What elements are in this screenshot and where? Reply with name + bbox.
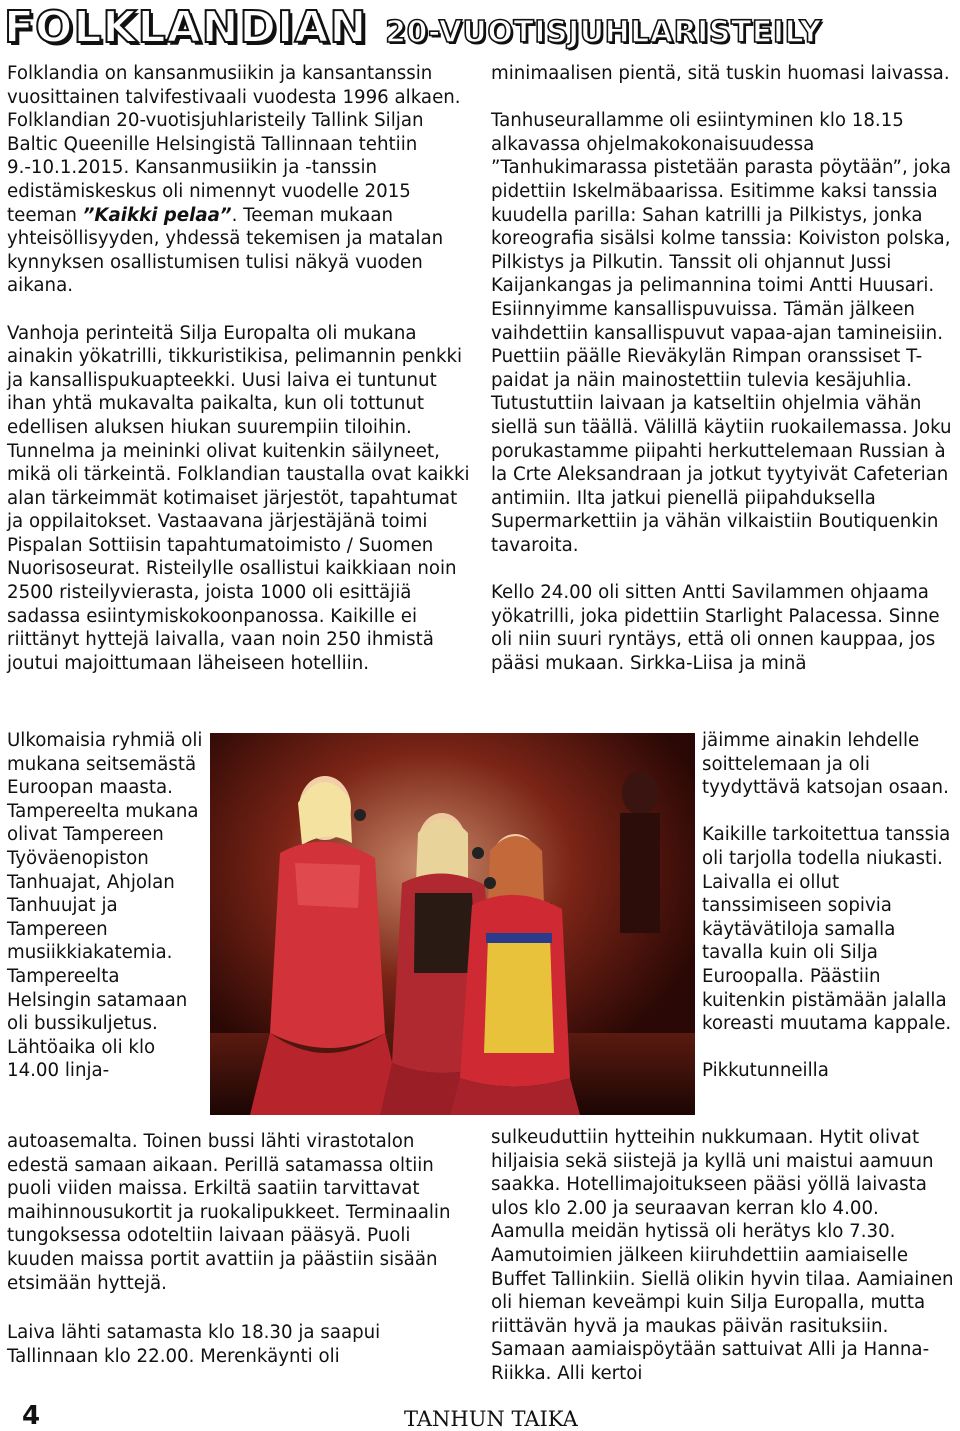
paragraph-watching: jäimme ainakin lehdelle soittelemaan ja oli tyydyttävä katsojan osaan.	[702, 730, 949, 799]
article-right-narrow	[702, 729, 958, 1083]
page-title	[4, 2, 956, 54]
paragraph-sea: minimaalisen pientä, sitä tuskin huomasi laivassa.	[491, 63, 950, 84]
singers-image	[210, 733, 695, 1115]
article-right-top	[491, 62, 957, 675]
intro-text-b: . Teeman mukaan yhteisöllisyyden, yhdessä tekemisen ja matalan kynnyksen osallistumisen tulisi näkyä vuoden aikana.	[7, 204, 444, 297]
intro-text-a: Folklandia on kansanmusiikin ja kansantanssin vuosittainen talvifestivaali vuodesta 1996 alkaen. Folklandian 20-vuotisjuhlaristeily Tallink Siljan Baltic Queenille Helsingistä Tallinnaan tehtiin 9.-10.1.2015. Kansanmusiikin ja -tanssin edistämiskeskus oli nimennyt vuodelle 2015 teeman	[7, 63, 461, 226]
page-number: 4	[22, 1401, 41, 1431]
paragraph-intro	[7, 62, 473, 298]
theme-emphasis: ”Kaikki pelaa”	[82, 204, 232, 226]
title-sub: 20-VUOTISJUHLARISTEILY	[385, 15, 822, 50]
article-left-end: Laiva lähti satamasta klo 18.30 ja saapui Tallinnaan klo 22.00. Merenkäynti oli	[7, 1322, 381, 1367]
paragraph-traditions: Vanhoja perinteitä Silja Europalta oli mukana ainakin yökatrilli, tikkuristikisa, pelimannin penkki ja kansallispukuapteekki. Uusi laiva ei tuntunut ihan yhtä mukavalta paikalta, kun oli tottunut edellisen aluksen hiukan suurempiin tiloihin. Tunnelma ja meininki olivat kuitenkin säilyneet, mikä oli tärkeintä. Folklandian taustalla ovat kaikki alan tärkeimmät kotimaiset järjestöt, tapahtumat ja oppilaitokset. Vastaavana järjestäjänä toimi Pispalan Sottiisin tapahtumatoimisto / Suomen Nuorisoseurat. Risteilylle osallistui kaikkiaan noin 2500 risteilyvierasta, joista 1000 oli esittäjiä sadassa esiintymiskokoonpanossa. Kaikille ei riittänyt hyttejä laivalla, vaan noin 250 ihmistä joutui majoittumaan läheiseen hotelliin.	[7, 322, 470, 674]
article-right-bottom: sulkeuduttiin hytteihin nukkumaan. Hytit olivat hiljaisia sekä siistejä ja kyllä uni maistui aamuun saakka. Hotellimajoitukseen pääsi yöllä laivasta ulos klo 2.00 ja seuraavan kerran klo 4.00. Aamulla meidän hytissä oli herätys klo 7.30. Aamutoimien jälkeen kiiruhdettiin aamiaiselle Buffet Tallinkiin. Siellä olikin hyvin tilaa. Aamiainen oli hieman keveämpi kuin Silja Europalla, mutta riittävän hyvä ja maukas päivän rasituksiin. Samaan aamiaispöytään sattuivat Alli ja Hanna-Riikka. Alli kertoi	[491, 1127, 954, 1384]
title-main: FOLKLANDIAN	[4, 2, 368, 53]
article-left-top	[7, 62, 473, 675]
article-left-narrow: Ulkomaisia ryhmiä oli mukana seitsemästä Euroopan maasta. Tampereelta mukana olivat Tampereen Työväenopiston Tanhuajat, Ahjolan Tanhuujat ja Tampereen musiikkiakatemia. Tampereelta Helsingin satamaan oli bussikuljetus. Lähtöaika oli klo 14.00 linja-	[7, 730, 203, 1082]
magazine-name: TANHUN TAIKA	[404, 1407, 578, 1431]
paragraph-night-quadrille: Kello 24.00 oli sitten Antti Savilammen ohjaama yökatrilli, joka pidettiin Starlight Palacessa. Sinne oli niin suuri ryntäys, että oli onnen kauppaa, jos pääsi mukaan. Sirkka-Liisa ja minä	[491, 582, 940, 674]
article-left-bottom: autoasemalta. Toinen bussi lähti virastotalon edestä samaan aikaan. Perillä satamassa oltiin puoli viiden maissa. Erkiltä saatiin tarvittavat maihinnousukortit ja ruokalipukkeet. Terminaalin tungoksessa odoteltiin laivaan pääsyä. Puoli kuuden maissa portit avattiin ja päästiin sisään etsimään hyttejä.	[7, 1131, 451, 1294]
paragraph-performance: Tanhuseurallamme oli esiintyminen klo 18.15 alkavassa ohjelmakokonaisuudessa ”Tanhukimarassa pistetään parasta pöytään”, joka pidettiin Iskelmäbaarissa. Esitimme kaksi tanssia kuudella parilla: Sahan katrilli ja Pilkistys, jonka koreografia sisälsi kolme tanssia: Koiviston polska, Pilkistys ja Pilkutin. Tanssit oli ohjannut Jussi Kaijankangas ja pelimannina toimi Antti Huusari. Esiinnyimme kansallispuvuissa. Tämän jälkeen vaihdettiin kansallispuvut vapaa-ajan tamineisiin. Puettiin päälle Rieväkylän Rimpan oranssiset T-paidat ja näin mainostettiin tulevia kesäjuhlia. Tutustuttiin laivaan ja katseltiin ohjelmia vähän siellä sun täällä. Välillä käytiin ruokailemassa. Joku porukastamme piipahti herkuttelemaan Russian à la Crte Aleksandraan ja jotkut tyytyivät Cafeterian antimiin. Ilta jatkui pienellä piipahduksella Supermarkettiin ja vähän vilkaistiin Boutiquenkin tavaroita.	[491, 110, 952, 556]
performance-photo	[210, 733, 695, 1115]
paragraph-small-hours: Pikkutunneilla	[702, 1060, 829, 1082]
paragraph-dancing: Kaikille tarkoitettua tanssia oli tarjolla todella niukasti. Laivalla ei ollut tanssimiseen sopivia käytävätiloja samalla tavalla kuin oli Silja Euroopalla. Päästiin kuitenkin pistämään jalalla koreasti muutama kappale.	[702, 824, 952, 1035]
